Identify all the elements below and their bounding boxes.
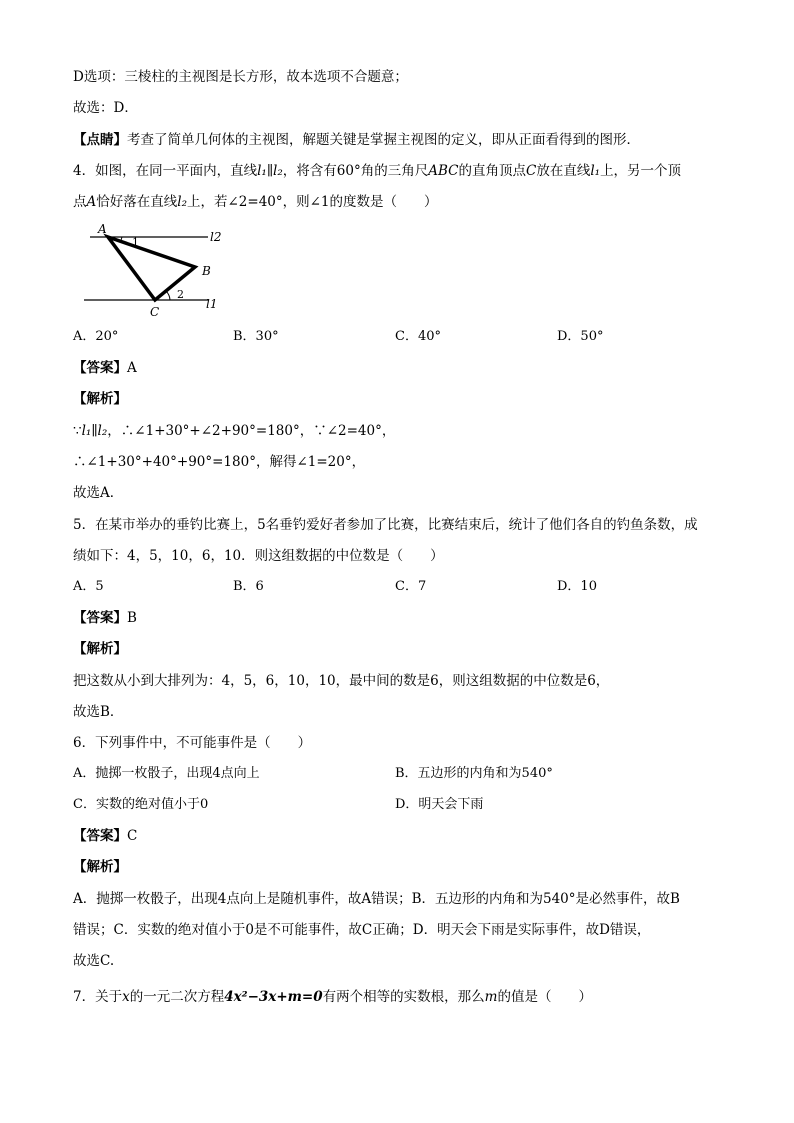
- text: 5．在某市举办的垂钓比赛上，5名垂钓爱好者参加了比赛，比赛结束后，统计了他们各自的钓鱼条数，成: [73, 517, 698, 533]
- option-a[interactable]: A．5: [73, 579, 104, 594]
- key-point-line: [73, 130, 640, 150]
- geometry-figure: [80, 222, 230, 322]
- text: 点: [73, 194, 87, 210]
- explanation-line: [73, 452, 365, 472]
- explanation-line: [73, 920, 650, 940]
- key-point-text: 考查了简单几何体的主视图，解题关键是掌握主视图的定义，即从正面看得到的图形．: [127, 132, 640, 148]
- label-a: A: [98, 222, 107, 236]
- explanation-tag: 【解析】: [73, 641, 127, 657]
- text: 错误；C．实数的绝对值小于0是不可能事件，故C正确；D．明天会下雨是实际事件，故D错误，: [73, 922, 651, 938]
- text: ，将含有60°角的三角尺: [282, 163, 429, 179]
- explanation-tag: 【解析】: [73, 391, 127, 407]
- text: 故选B．: [73, 704, 124, 720]
- label-2: 2: [177, 288, 184, 301]
- angle-2-arc: [166, 291, 170, 300]
- answer-tag: 【答案】: [73, 610, 127, 626]
- question-5-line-1: [73, 515, 698, 535]
- question-7-line: [73, 987, 592, 1007]
- explanation-tag-line: [73, 639, 127, 659]
- text-line: [73, 98, 138, 118]
- explanation-line: [73, 671, 609, 691]
- text: 的一元二次方程: [129, 989, 225, 1005]
- math-x: x: [122, 989, 130, 1005]
- text: 7．关于: [73, 989, 123, 1005]
- math-equation: 4x²−3x+m=0: [224, 989, 323, 1005]
- text: 故选A．: [73, 485, 124, 501]
- option-c[interactable]: C．7: [395, 579, 427, 594]
- answer-line: [73, 826, 137, 846]
- text-line: [73, 67, 408, 87]
- text: 上，另一个顶: [600, 163, 682, 179]
- text: 上，若∠2=40°，则∠1的度数是（ ）: [186, 194, 438, 210]
- label-l2: l2: [210, 230, 222, 244]
- label-b: B: [202, 264, 211, 278]
- option-d[interactable]: D．明天会下雨: [395, 797, 484, 812]
- text: 恰好落在直线: [96, 194, 178, 210]
- answer-tag: 【答案】: [73, 828, 127, 844]
- option-d[interactable]: D．50°: [557, 329, 604, 344]
- text: 故选C.: [73, 953, 115, 969]
- option-c[interactable]: C．40°: [395, 329, 441, 344]
- text: 的值是（ ）: [497, 989, 592, 1005]
- answer-value: C: [127, 828, 138, 844]
- answer-line: [73, 358, 137, 378]
- math-abc: ABC: [428, 163, 459, 179]
- label-1: 1: [132, 236, 139, 249]
- explanation-tag: 【解析】: [73, 859, 127, 875]
- answer-tag: 【答案】: [73, 360, 127, 376]
- option-a[interactable]: A．20°: [73, 329, 119, 344]
- text: 4．如图，在同一平面内，直线: [73, 163, 258, 179]
- text: 6．下列事件中，不可能事件是（ ）: [73, 735, 312, 751]
- math-l2: l₂: [177, 194, 187, 210]
- option-a[interactable]: A．抛掷一枚骰子，出现4点向上: [73, 766, 260, 781]
- answer-line: [73, 608, 137, 628]
- math-c: C: [525, 163, 537, 179]
- option-b[interactable]: B．30°: [233, 329, 279, 344]
- math-parallel: l₁∥l₂: [81, 423, 108, 439]
- text: 故选：D．: [73, 100, 138, 116]
- text: 把这数从小到大排列为：4，5，6，10，10，最中间的数是6，则这组数据的中位数是6，: [73, 673, 610, 689]
- conclusion-line: [73, 951, 114, 971]
- text: 绩如下：4，5，10，6，10．则这组数据的中位数是（ ）: [73, 548, 444, 564]
- text: ∴∠1+30°+40°+90°=180°，解得∠1=20°，: [73, 454, 366, 470]
- label-c: C: [150, 305, 160, 319]
- text: ，∴∠1+30°+∠2+90°=180°，∵∠2=40°，: [107, 423, 396, 439]
- text: 有两个相等的实数根，那么: [322, 989, 485, 1005]
- text: 放在直线: [536, 163, 591, 179]
- question-5-line-2: [73, 546, 444, 566]
- math-parallel: l₁∥l₂: [257, 163, 283, 179]
- explanation-line: [73, 889, 680, 909]
- text: 的直角顶点: [458, 163, 526, 179]
- question-4-line-2: [73, 192, 438, 212]
- conclusion-line: [73, 483, 123, 503]
- label-l1: l1: [206, 297, 218, 311]
- option-b[interactable]: B．五边形的内角和为540°: [395, 766, 553, 781]
- question-6-line: [73, 733, 311, 753]
- explanation-tag-line: [73, 857, 127, 877]
- key-point-tag: 【点睛】: [73, 132, 127, 148]
- option-c[interactable]: C．实数的绝对值小于0: [73, 797, 209, 812]
- text: ∵: [73, 423, 82, 439]
- option-d[interactable]: D．10: [557, 579, 597, 594]
- answer-value: A: [127, 360, 137, 376]
- question-4-line-1: [73, 161, 681, 181]
- explanation-line: [73, 421, 395, 441]
- option-b[interactable]: B．6: [233, 579, 264, 594]
- math-a: A: [86, 194, 97, 210]
- answer-value: B: [127, 610, 137, 626]
- math-m: m: [484, 989, 498, 1005]
- conclusion-line: [73, 702, 123, 722]
- explanation-tag-line: [73, 389, 127, 409]
- math-l1: l₁: [590, 163, 601, 179]
- text: D选项：三棱柱的主视图是长方形，故本选项不合题意；: [73, 69, 408, 85]
- text: A．抛掷一枚骰子，出现4点向上是随机事件，故A错误；B．五边形的内角和为540°是必然事件，故B: [73, 891, 680, 907]
